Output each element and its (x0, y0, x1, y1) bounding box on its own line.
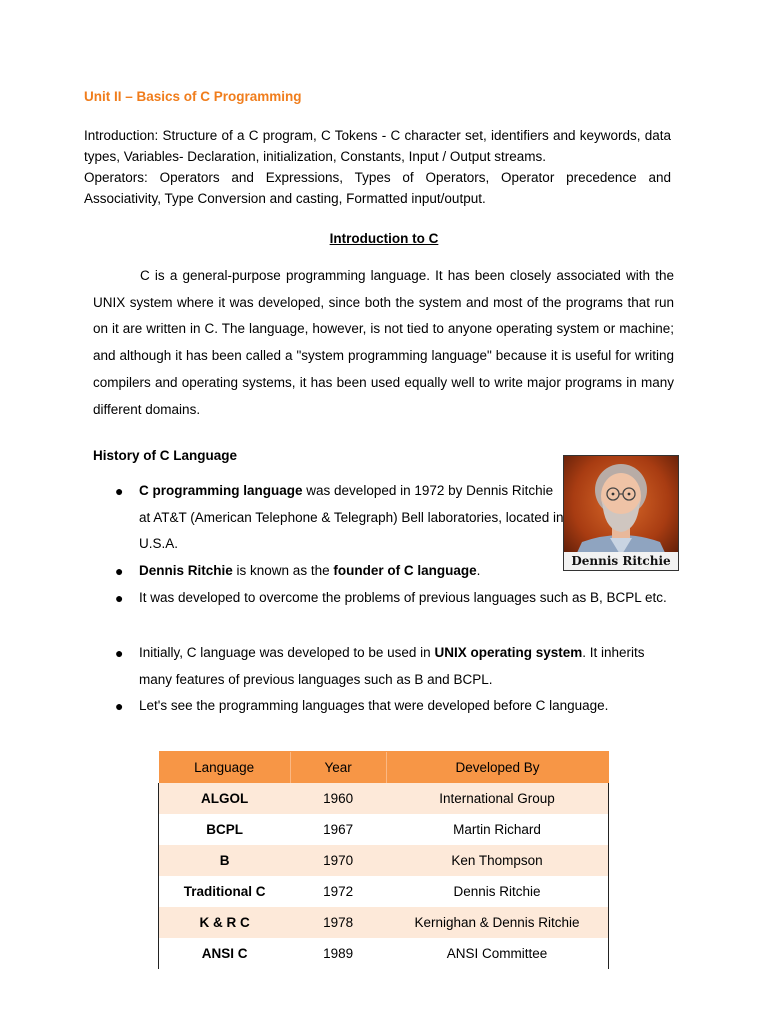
bullet-bold-text: Dennis Ritchie (139, 563, 233, 578)
syllabus-introduction: Introduction: Structure of a C program, C Tokens - C character set, identifiers and keywords, data types, Variables- Declaration, initialization, Constants, Input / Output streams. (84, 128, 671, 164)
table-header-row (159, 752, 609, 784)
cell-developer: Ken Thompson (386, 845, 608, 876)
cell-language: ALGOL (159, 783, 291, 814)
syllabus-block (84, 125, 671, 209)
bullet-text: Let's see the programming languages that were developed before C language. (139, 698, 609, 713)
cell-language: B (159, 845, 291, 876)
column-header-developed-by: Developed By (386, 752, 608, 784)
column-header-year: Year (290, 752, 386, 784)
bullet-text: . (476, 563, 481, 578)
cell-language: K & R C (159, 907, 291, 938)
bullet-icon: ● (115, 483, 124, 499)
bullet-text: It was developed to overcome the problems of previous languages such as B, BCPL etc. (139, 590, 667, 605)
bullet-icon: ● (115, 563, 124, 579)
intro-paragraph (93, 263, 674, 423)
portrait-image (564, 456, 678, 570)
bullet-text: is known as the (232, 563, 334, 578)
bullet-bold-text: UNIX operating system (434, 645, 583, 660)
bullet-icon: ● (115, 698, 124, 714)
intro-heading: Introduction to C (329, 231, 439, 246)
bullet-icon: ● (115, 590, 124, 606)
bullet-bold-text: founder of C language (333, 563, 477, 578)
cell-year: 1970 (290, 845, 386, 876)
bullet-bold-text: C programming language (139, 483, 303, 498)
cell-language: BCPL (159, 814, 291, 845)
bullet-text: was developed in 1972 by Dennis Ritchie at AT&T (American Telephone & Telegraph) Bell laboratories, located in U.S.A. (139, 483, 564, 552)
cell-developer: Dennis Ritchie (386, 876, 608, 907)
bullet-icon: ● (115, 645, 124, 661)
table-row (159, 845, 609, 876)
dennis-ritchie-photo (563, 455, 679, 571)
cell-year: 1960 (290, 783, 386, 814)
syllabus-operators: Operators: Operators and Expressions, Types of Operators, Operator precedence and Associativity, Type Conversion and casting, Formatted input/output. (84, 170, 671, 206)
column-header-language: Language (159, 752, 291, 784)
languages-table (158, 751, 609, 969)
bullet-text: . It inherits many features of previous languages such as B and BCPL. (139, 645, 645, 687)
table-row (159, 876, 609, 907)
cell-year: 1972 (290, 876, 386, 907)
cell-developer: International Group (386, 783, 608, 814)
photo-caption: Dennis Ritchie (571, 554, 671, 568)
cell-year: 1967 (290, 814, 386, 845)
unit-title: Unit II – Basics of C Programming (84, 89, 302, 104)
bullet-text: Initially, C language was developed to be used in (139, 645, 435, 660)
cell-year: 1989 (290, 938, 386, 969)
table-row (159, 907, 609, 938)
cell-year: 1978 (290, 907, 386, 938)
intro-text: C is a general-purpose programming language. It has been closely associated with the UNIX system where it was developed, since both the system and most of the programs that run on it are written in C. The language, however, is not tied to anyone operating system or machine; and although it has been called a "system programming language" because it is useful for writing compilers and operating systems, it has been used equally well to write major programs in many different domains. (93, 268, 674, 417)
cell-language: Traditional C (159, 876, 291, 907)
table-row (159, 783, 609, 814)
table-row (159, 938, 609, 969)
cell-developer: Kernighan & Dennis Ritchie (386, 907, 608, 938)
cell-developer: Martin Richard (386, 814, 608, 845)
history-heading: History of C Language (93, 448, 238, 463)
cell-developer: ANSI Committee (386, 938, 608, 969)
cell-language: ANSI C (159, 938, 291, 969)
table-row (159, 814, 609, 845)
